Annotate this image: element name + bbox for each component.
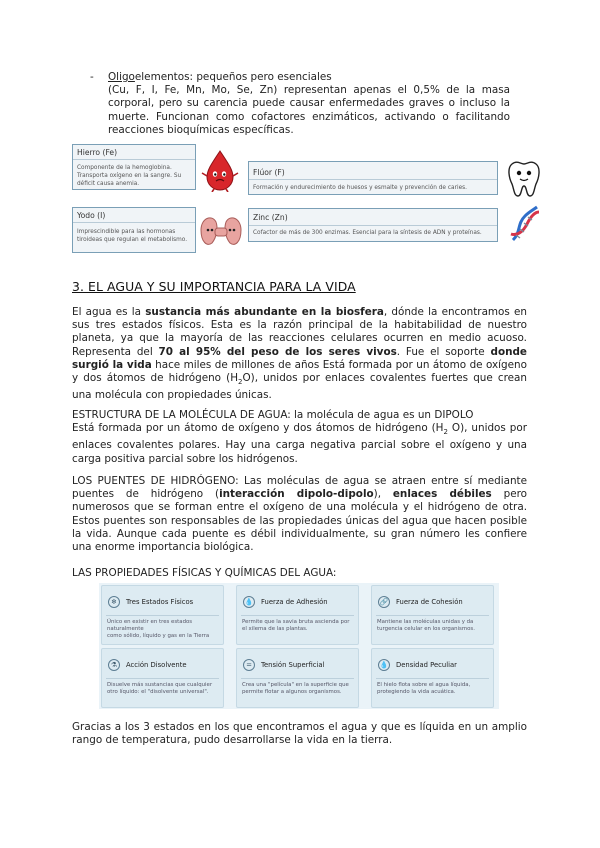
text-run: O), unidos por enlaces covalentes fuertes que crean una molécula con propiedades únicas. [72, 372, 527, 402]
equals-icon: = [243, 659, 255, 671]
property-title: Fuerza de Adhesión [261, 598, 328, 606]
text-run: : Las moléculas de agua se atraen entre sí mediante puentes de hidrógeno ( [72, 475, 528, 501]
bold-run: donde surgió la vida [72, 345, 527, 371]
text-run: pero numerosos que se forman entre el oxígeno de una molécula y el hidrógeno de otra. Estos puentes son responsables de las propiedades únicas del agua que hacen posible la vida. Aunque cada puente es débil individualmente, su gran número les confiere una enorme importancia biológica. [72, 488, 527, 554]
element-card-zinc [248, 208, 498, 242]
property-card-cohesion [371, 585, 494, 645]
section-title: 3. EL AGUA Y SU IMPORTANCIA PARA LA VIDA [72, 279, 356, 294]
text-run: . Fue el soporte [396, 345, 491, 358]
card-divider [241, 615, 354, 616]
desc-line: Disuelve más sustancias que cualquier [107, 682, 213, 688]
text-run: O), unidos por enlaces covalentes polares. Hay una carga negativa parcial sobre el oxígeno y una carga positiva parcial sobre los hidrógenos. [72, 422, 527, 465]
desc-line: Imprescindible para las hormonas [77, 229, 176, 235]
density-icon: 💧 [379, 661, 389, 669]
element-card-iron [72, 144, 196, 190]
desc-line: El hielo flota sobre el agua líquida, [377, 682, 471, 688]
bold-run: enlaces débiles [392, 488, 492, 501]
element-card-fluorine [248, 161, 498, 195]
paragraph-propiedades-heading [72, 567, 527, 580]
property-desc [242, 619, 353, 633]
desc-line: como sólido, líquido y gas en la Tierra [107, 633, 210, 639]
desc-line: el xilema de las plantas. [242, 626, 308, 632]
property-title: Densidad Peculiar [396, 661, 457, 669]
paragraph-heading: LOS PUENTES DE HIDRÓGENO [72, 475, 236, 487]
card-divider [249, 225, 497, 226]
flask-icon: ⚗ [108, 659, 120, 671]
thyroid-organ-icon [198, 210, 244, 250]
desc-line: Componente de la hemoglobina. [77, 165, 172, 171]
desc-line: turgencia celular en los organismos. [377, 626, 475, 632]
text-run: El agua es la [72, 306, 146, 318]
paragraph-agua [72, 306, 527, 403]
property-desc [377, 619, 488, 633]
text-run: DEL AGUA: [276, 567, 337, 579]
property-card-densidad [371, 648, 494, 708]
paragraph-estructura [72, 409, 527, 466]
desc-line: protegiendo la vida acuática. [377, 689, 456, 695]
oligo-term-rest: elementos [134, 71, 190, 83]
card-divider [241, 678, 354, 679]
desc-line: otro líquido: el "disolvente universal". [107, 689, 209, 695]
text-run: Está formada por un átomo de oxígeno y dos átomos de hidrógeno (H [72, 422, 444, 435]
bold-run: interacción dipolo-dipolo [219, 488, 374, 501]
oligo-body: (Cu, F, I, Fe, Mn, Mo, Se, Zn) representan apenas el 0,5% de la masa corporal, pero su carencia puede causar enfermedades graves o incluso la muerte. Funcionan como cofactores enzimáticos, activando o facilitando reacciones bioquímicas específicas. [108, 84, 510, 136]
paragraph-heading: ESTRUCTURA DE LA MOLÉCULA [72, 409, 237, 421]
element-title: Yodo (I) [77, 211, 106, 220]
tooth-mascot-icon [505, 158, 543, 198]
oligo-intro: : pequeños pero esenciales [189, 71, 332, 83]
property-title: Acción Disolvente [126, 661, 187, 669]
bold-run: 70 al 95% del peso de los seres vivos [158, 345, 397, 358]
element-title: Flúor (F) [253, 168, 285, 177]
card-divider [73, 159, 195, 160]
desc-line: Permite que la savia bruta ascienda por [242, 619, 350, 625]
desc-line: permite flotar a algunos organismos. [242, 689, 342, 695]
element-desc: Formación y endurecimiento de huesos y esmalte y prevención de caries. [253, 185, 468, 191]
drop-icon: 💧 [244, 598, 254, 606]
oligoelementos-bullet [90, 71, 510, 137]
paragraph-heading: LAS PROPIEDADES FÍSICAS Y QUÍMICAS [72, 567, 277, 579]
property-card-tension [236, 648, 359, 708]
subscript: 2 [443, 428, 448, 437]
property-title: Tensión Superficial [261, 661, 325, 669]
element-desc [77, 164, 181, 188]
card-divider [73, 222, 195, 223]
card-divider [106, 615, 219, 616]
desc-line: Mantiene las moléculas unidas y da [377, 619, 474, 625]
property-desc [377, 682, 488, 696]
card-divider [106, 678, 219, 679]
desc-line: Crea una "película" en la superficie que [242, 682, 349, 688]
property-title: Tres Estados Físicos [126, 598, 194, 606]
paragraph-closing: Gracias a los 3 estados en los que encontramos el agua y que es líquida en un amplio rango de temperatura, pudo desarrollarse la vida en la tierra. [72, 721, 527, 747]
link-icon: 🔗 [379, 598, 389, 606]
oligo-heading [90, 71, 510, 84]
element-title: Zinc (Zn) [253, 213, 288, 222]
desc-line: Transporta oxígeno en la sangre. Su [77, 173, 182, 179]
snowflake-icon: ❄ [108, 596, 120, 608]
bold-run: sustancia más abundante en la biosfera [145, 306, 384, 318]
desc-line: déficit causa anemia. [77, 181, 140, 187]
blood-drop-mascot-icon [198, 148, 242, 192]
property-card-tres-estados [101, 585, 224, 645]
text-run: ), [373, 488, 393, 501]
element-title: Hierro (Fe) [77, 148, 118, 157]
card-divider [249, 179, 497, 180]
property-desc [107, 682, 218, 696]
dna-helix-icon [507, 204, 541, 244]
subscript: 2 [238, 378, 243, 387]
card-divider [376, 615, 489, 616]
element-desc: Cofactor de más de 300 enzimas. Esencial para la síntesis de ADN y proteínas. [253, 230, 482, 236]
dipolo-term: DIPOLO [434, 409, 474, 421]
text-run: DE AGUA: la molécula de agua es un [236, 409, 435, 421]
desc-line: tiroideas que regulan el metabolismo. [77, 237, 188, 243]
oligo-term-prefix: Oligo [108, 71, 135, 83]
bullet-dash: - [90, 71, 94, 83]
element-card-iodine [72, 207, 196, 253]
card-divider [376, 678, 489, 679]
property-desc [107, 619, 218, 640]
paragraph-puentes [72, 475, 527, 554]
text-run: hace miles de millones de años Está formada por un átomo de oxígeno y dos átomos de hidrógeno (H [72, 358, 527, 385]
property-card-disolvente [101, 648, 224, 708]
desc-line: Único en existir en tres estados naturalmente [107, 619, 193, 632]
text-run: , dónde la encontramos en sus tres estados físicos. Esta es la razón principal de la habitabilidad de nuestro planeta, ya que la mayoría de las reacciones celulares ocurren en medio acuoso. Representa del [72, 306, 528, 358]
element-desc [77, 228, 187, 244]
property-desc [242, 682, 353, 696]
property-card-adhesion [236, 585, 359, 645]
property-title: Fuerza de Cohesión [396, 598, 463, 606]
